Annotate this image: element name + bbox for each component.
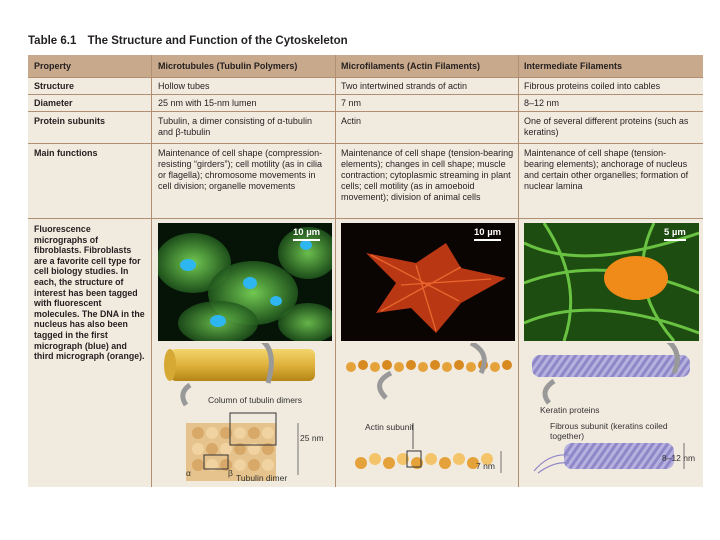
row-label-structure: Structure xyxy=(34,81,75,91)
cell-functions-intermediate: Maintenance of cell shape (tension-bearing elements); anchorage of nucleus and certain other organelles; formation of nuclear lamina xyxy=(524,148,689,191)
label-keratin-proteins: Keratin proteins xyxy=(540,405,600,415)
header-property: Property xyxy=(34,61,72,71)
cell-structure-microtubules: Hollow tubes xyxy=(158,81,210,91)
row-label-diameter: Diameter xyxy=(34,98,73,108)
microtubule-diagram xyxy=(158,343,333,483)
cell-subunits-intermediate: One of several different proteins (such as keratins) xyxy=(524,116,689,137)
scale-bar-intermediate: 5 µm xyxy=(664,227,686,241)
table-caption xyxy=(28,35,348,47)
header-intermediate-filaments: Intermediate Filaments xyxy=(524,61,623,71)
table-number: Table 6.1 xyxy=(28,35,77,47)
header-microtubules: Microtubules (Tubulin Polymers) xyxy=(158,61,298,71)
micrograph-microtubules xyxy=(158,223,332,341)
cell-diameter-microtubules: 25 nm with 15-nm lumen xyxy=(158,98,257,108)
cell-functions-microtubules: Maintenance of cell shape (compression-resisting “girders”); cell motility (as in cilia or flagella); chromosome movements in cell division; organelle movements xyxy=(158,148,323,191)
label-if-diameter: 8–12 nm xyxy=(662,453,696,463)
cytoskeleton-table xyxy=(28,55,703,487)
micrograph-intermediate-filaments xyxy=(524,223,699,341)
label-actin-diameter: 7 nm xyxy=(476,461,495,471)
cell-functions-microfilaments: Maintenance of cell shape (tension-bearing elements); changes in cell shape; muscle contraction; cytoplasmic streaming in plant cells; cell motility (as in amoeboid movement); division of animal cells xyxy=(341,148,514,202)
label-fibrous-subunit: Fibrous subunit (keratins coiled together) xyxy=(550,421,668,441)
cell-structure-intermediate: Fibrous proteins coiled into cables xyxy=(524,81,661,91)
fluorescence-note: Fluorescence micrographs of fibroblasts. Fibroblasts are a favorite cell type for cell biology studies. In each, the structure of interest has been tagged with fluorescent molecules. The DNA in the nucleus has also been tagged in the first micrograph (blue) and third micrograph (orange). xyxy=(34,224,145,362)
scale-bar-microtubules: 10 µm xyxy=(293,227,320,241)
table-title: The Structure and Function of the Cytoskeleton xyxy=(87,35,348,47)
micrograph-microfilaments xyxy=(341,223,515,341)
label-beta: β xyxy=(228,468,233,478)
scale-bar-microfilaments: 10 µm xyxy=(474,227,501,241)
cell-diameter-microfilaments: 7 nm xyxy=(341,98,362,108)
cell-structure-microfilaments: Two intertwined strands of actin xyxy=(341,81,468,91)
cell-diameter-intermediate: 8–12 nm xyxy=(524,98,560,108)
label-actin-subunit: Actin subunit xyxy=(365,422,414,432)
row-label-main-functions: Main functions xyxy=(34,148,98,158)
label-alpha: α xyxy=(186,468,191,478)
row-label-protein-subunits: Protein subunits xyxy=(34,116,106,126)
header-microfilaments: Microfilaments (Actin Filaments) xyxy=(341,61,481,71)
cell-subunits-microfilaments: Actin xyxy=(341,116,362,126)
label-column-tubulin-dimers: Column of tubulin dimers xyxy=(208,395,303,405)
label-microtubule-diameter: 25 nm xyxy=(300,433,324,443)
cell-subunits-microtubules: Tubulin, a dimer consisting of α-tubulin and β-tubulin xyxy=(158,116,312,137)
label-tubulin-dimer: Tubulin dimer xyxy=(236,473,288,483)
